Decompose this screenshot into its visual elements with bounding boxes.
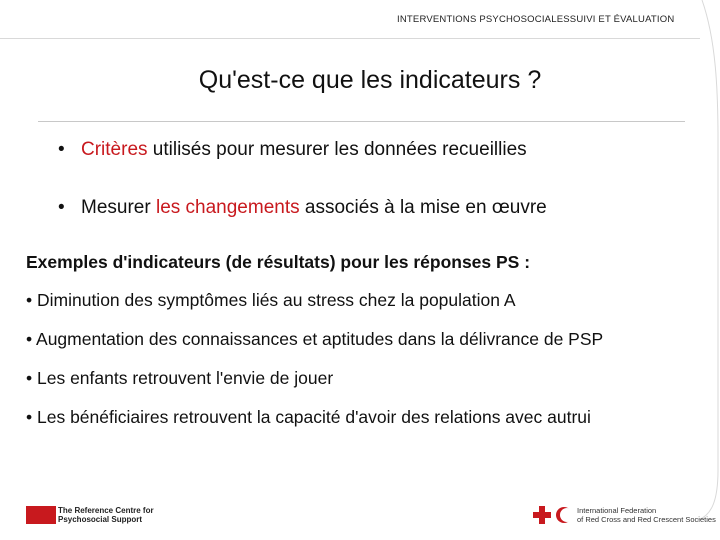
bullet-dot: •: [58, 139, 65, 160]
title-divider: [38, 121, 685, 122]
example-item: • Les bénéficiaires retrouvent la capacité d'avoir des relations avec autrui: [26, 407, 591, 427]
breadcrumb-interventions: INTERVENTIONS PSYCHOSOCIALES: [397, 14, 570, 25]
examples-heading: Exemples d'indicateurs (de résultats) pour les réponses PS :: [26, 252, 531, 272]
breadcrumb-suivi: SUIVI ET ÉVALUATION: [569, 14, 675, 25]
example-item: • Diminution des symptômes liés au stress chez la population A: [26, 290, 516, 310]
logo-line2: Psychosocial Support: [58, 515, 143, 524]
example-item: • Augmentation des connaissances et aptitudes dans la délivrance de PSP: [26, 329, 604, 349]
examples-section: [26, 252, 706, 445]
logo-line1: The Reference Centre for: [58, 506, 154, 515]
bullet-highlight: les changements: [155, 197, 300, 218]
bullet-text: associés à la mise en œuvre: [299, 197, 547, 218]
key-points-list: [58, 138, 547, 254]
footer: [0, 500, 720, 540]
reference-centre-logo-mark: [26, 506, 56, 524]
ifrc-logo-text: [577, 506, 716, 524]
bullet-highlight: Critères: [81, 139, 148, 160]
reference-centre-logo: [26, 506, 154, 524]
bullet-text: utilisés pour mesurer les données recueillies: [147, 139, 527, 160]
red-crescent-icon: [555, 506, 573, 524]
header-divider: [0, 38, 700, 39]
header-breadcrumb: [397, 14, 674, 25]
ifrc-line1: International Federation: [577, 506, 657, 515]
red-cross-icon: [533, 506, 551, 524]
reference-centre-logo-text: [58, 506, 154, 524]
slide-title: Qu'est-ce que les indicateurs ?: [198, 66, 542, 94]
bullet-criteria: [58, 138, 547, 162]
bullet-prefix: Mesurer: [81, 197, 156, 218]
bullet-measure: [58, 196, 547, 220]
ifrc-line2: of Red Cross and Red Crescent Societies: [577, 515, 716, 524]
ifrc-logo: [533, 506, 716, 524]
bullet-dot: •: [58, 197, 65, 218]
example-item: • Les enfants retrouvent l'envie de jouer: [26, 368, 334, 388]
